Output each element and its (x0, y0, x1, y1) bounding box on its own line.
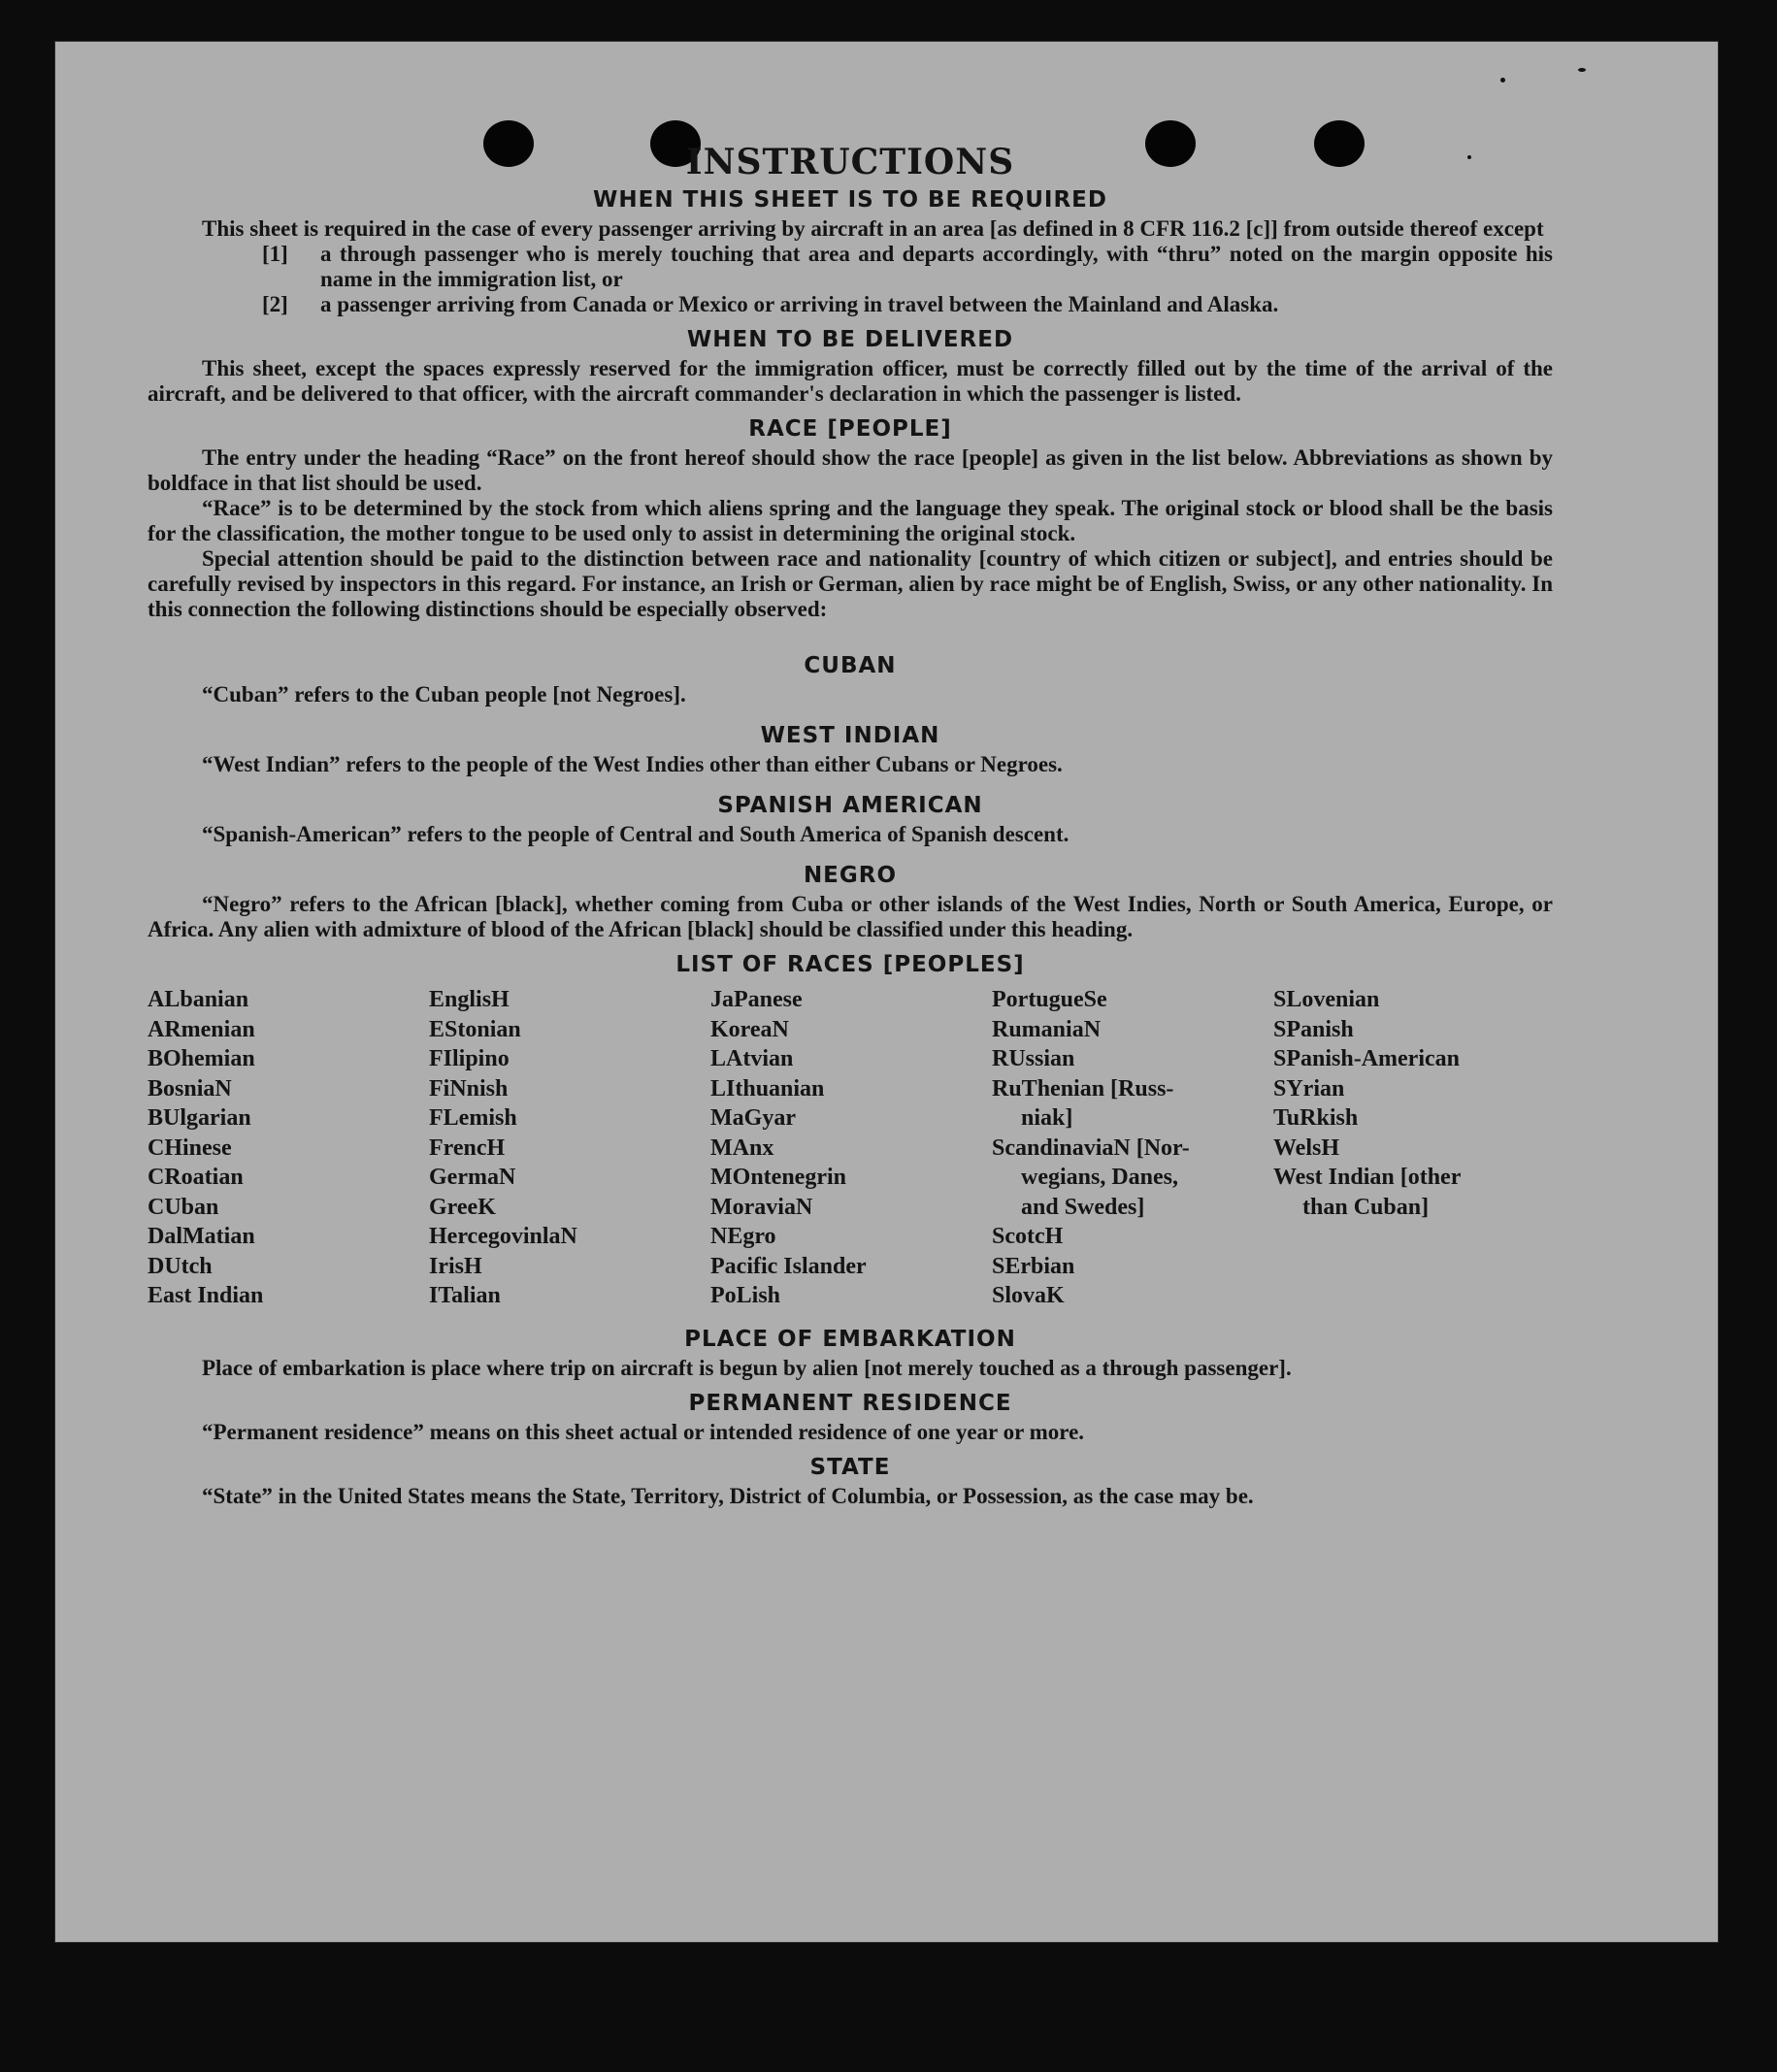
race-entry: DUtch (148, 1253, 213, 1279)
race-entry: LAtvian (710, 1046, 794, 1071)
race-entry: SYrian (1273, 1075, 1345, 1102)
race-entry: FIlipino (429, 1046, 510, 1071)
race-entry: BUlgarian (148, 1105, 251, 1131)
race-entry: SlovaK (992, 1283, 1065, 1308)
heading-spanish-american: SPANISH AMERICAN (717, 793, 983, 818)
race-entry: Pacific Islander (710, 1253, 867, 1279)
instructions-content (148, 141, 1553, 1509)
heading-required: WHEN THIS SHEET IS TO BE REQUIRED (593, 187, 1107, 213)
race-entry: EnglisH (429, 987, 510, 1012)
race-entry: HercegovinlaN (429, 1224, 577, 1249)
race-entry: MAnx (710, 1135, 774, 1161)
races-list (148, 985, 1553, 1311)
delivered-text: This sheet, except the spaces expressly reserved for the immigration officer, must be correctly filled out by the time of the arrival of the aircraft, and be delivered to that officer, with the aircraft commander's declaration in which the passenger is listed. (148, 356, 1553, 406)
race-entry: SPanish (1273, 1016, 1354, 1042)
heading-cuban: CUBAN (804, 653, 897, 678)
races-column (710, 985, 992, 1311)
item-text: a passenger arriving from Canada or Mexico or arriving in travel between the Mainland and Alaska. (320, 292, 1279, 316)
heading-embarkation: PLACE OF EMBARKATION (684, 1326, 1016, 1352)
required-intro: This sheet is required in the case of every passenger arriving by aircraft in an area [as defined in 8 CFR 116.2 [c]] from outside thereof except (202, 216, 1544, 241)
negro-text: “Negro” refers to the African [black], whether coming from Cuba or other islands of the West Indies, North or South America, Europe, or Africa. Any alien with admixture of blood of the African [black] should be classified under this heading. (148, 892, 1553, 941)
race-entry: BosniaN (148, 1075, 232, 1102)
residence-text: “Permanent residence” means on this sheet actual or intended residence of one year or more. (202, 1419, 1085, 1444)
required-item (148, 242, 1553, 292)
race-entry: SLovenian (1273, 987, 1380, 1012)
race-entry: DalMatian (148, 1224, 255, 1249)
race-entry: KoreaN (710, 1016, 789, 1042)
race-entry: JaPanese (710, 987, 803, 1012)
races-column (429, 985, 710, 1311)
race-entry: GermaN (429, 1165, 516, 1190)
race-entry: PortugueSe (992, 987, 1107, 1012)
embarkation-text: Place of embarkation is place where trip on aircraft is begun by alien [not merely touched as a through passenger]. (202, 1355, 1292, 1380)
race-entry: EStonian (429, 1016, 521, 1042)
heading-race: RACE [PEOPLE] (748, 416, 952, 442)
race-entry: CRoatian (148, 1165, 244, 1190)
heading-state: STATE (809, 1454, 891, 1480)
race-entry: MOntenegrin (710, 1165, 846, 1190)
race-entry: ScotcH (992, 1224, 1064, 1249)
race-entry: FiNnish (429, 1075, 509, 1102)
race-entry: LIthuanian (710, 1075, 825, 1102)
race-entry: WelsH (1273, 1135, 1340, 1161)
race-entry: ALbanian (148, 987, 249, 1012)
item-marker: [1] (262, 242, 288, 266)
race-entry: GreeK (429, 1194, 496, 1220)
heading-west-indian: WEST INDIAN (760, 723, 940, 748)
speck (1500, 78, 1505, 82)
race-entry: PoLish (710, 1283, 781, 1308)
race-entry: SPanish-American (1273, 1046, 1460, 1071)
races-column (1273, 985, 1555, 1311)
race-entry: niak] (1021, 1105, 1073, 1131)
race-entry: NEgro (710, 1224, 776, 1249)
race-paragraph-2: “Race” is to be determined by the stock from which aliens spring and the language they speak. The original stock or blood shall be the basis for the classification, the mother tongue to be used only to assist in determining the original stock. (148, 496, 1553, 545)
race-entry: ScandinaviaN [Nor- (992, 1135, 1190, 1161)
race-entry: and Swedes] (1021, 1194, 1145, 1220)
race-entry: IrisH (429, 1253, 482, 1279)
race-entry: West Indian [other (1273, 1165, 1462, 1190)
race-entry: RUssian (992, 1046, 1075, 1071)
heading-races-list: LIST OF RACES [PEOPLES] (675, 952, 1025, 977)
race-entry: SErbian (992, 1253, 1075, 1279)
race-entry: RumaniaN (992, 1016, 1102, 1042)
race-paragraph-1: The entry under the heading “Race” on the front hereof should show the race [people] as given in the list below. Abbreviations as shown by boldface in that list should be used. (148, 445, 1553, 495)
item-marker: [2] (262, 292, 288, 316)
race-entry: wegians, Danes, (1021, 1165, 1179, 1190)
heading-delivered: WHEN TO BE DELIVERED (686, 327, 1014, 352)
race-entry: MaGyar (710, 1105, 796, 1131)
race-entry: BOhemian (148, 1046, 255, 1071)
west-indian-text: “West Indian” refers to the people of the West Indies other than either Cubans or Negroes. (202, 752, 1063, 776)
required-item (148, 292, 1553, 317)
race-paragraph-3: Special attention should be paid to the distinction between race and nationality [country of which citizen or subject], and entries should be carefully revised by inspectors in this regard. For instance, an Irish or German, alien by race might be of English, Swiss, or any other nationality. In this connection the following distinctions should be especially observed: (148, 546, 1553, 621)
race-entry: TuRkish (1273, 1105, 1359, 1131)
race-entry: RuThenian [Russ- (992, 1075, 1174, 1102)
race-entry: FLemish (429, 1105, 517, 1131)
heading-negro: NEGRO (803, 863, 898, 888)
speck (1578, 68, 1586, 72)
races-column (992, 985, 1273, 1311)
item-text: a through passenger who is merely touching that area and departs accordingly, with “thru” noted on the margin opposite his name in the immigration list, or (320, 242, 1553, 291)
race-entry: CUban (148, 1194, 219, 1220)
state-text: “State” in the United States means the State, Territory, District of Columbia, or Possession, as the case may be. (202, 1483, 1254, 1508)
race-entry: MoraviaN (710, 1194, 813, 1220)
race-entry: ITalian (429, 1283, 501, 1308)
race-entry: than Cuban] (1302, 1194, 1430, 1220)
page-title: INSTRUCTIONS (685, 142, 1015, 182)
race-entry: ARmenian (148, 1016, 255, 1042)
race-entry: FrencH (429, 1135, 506, 1161)
race-entry: CHinese (148, 1135, 232, 1161)
heading-permanent-residence: PERMANENT RESIDENCE (688, 1390, 1012, 1416)
spanish-american-text: “Spanish-American” refers to the people of Central and South America of Spanish descent. (202, 822, 1069, 846)
race-entry: East Indian (148, 1283, 264, 1308)
races-column (148, 985, 429, 1311)
cuban-text: “Cuban” refers to the Cuban people [not Negroes]. (202, 682, 686, 707)
